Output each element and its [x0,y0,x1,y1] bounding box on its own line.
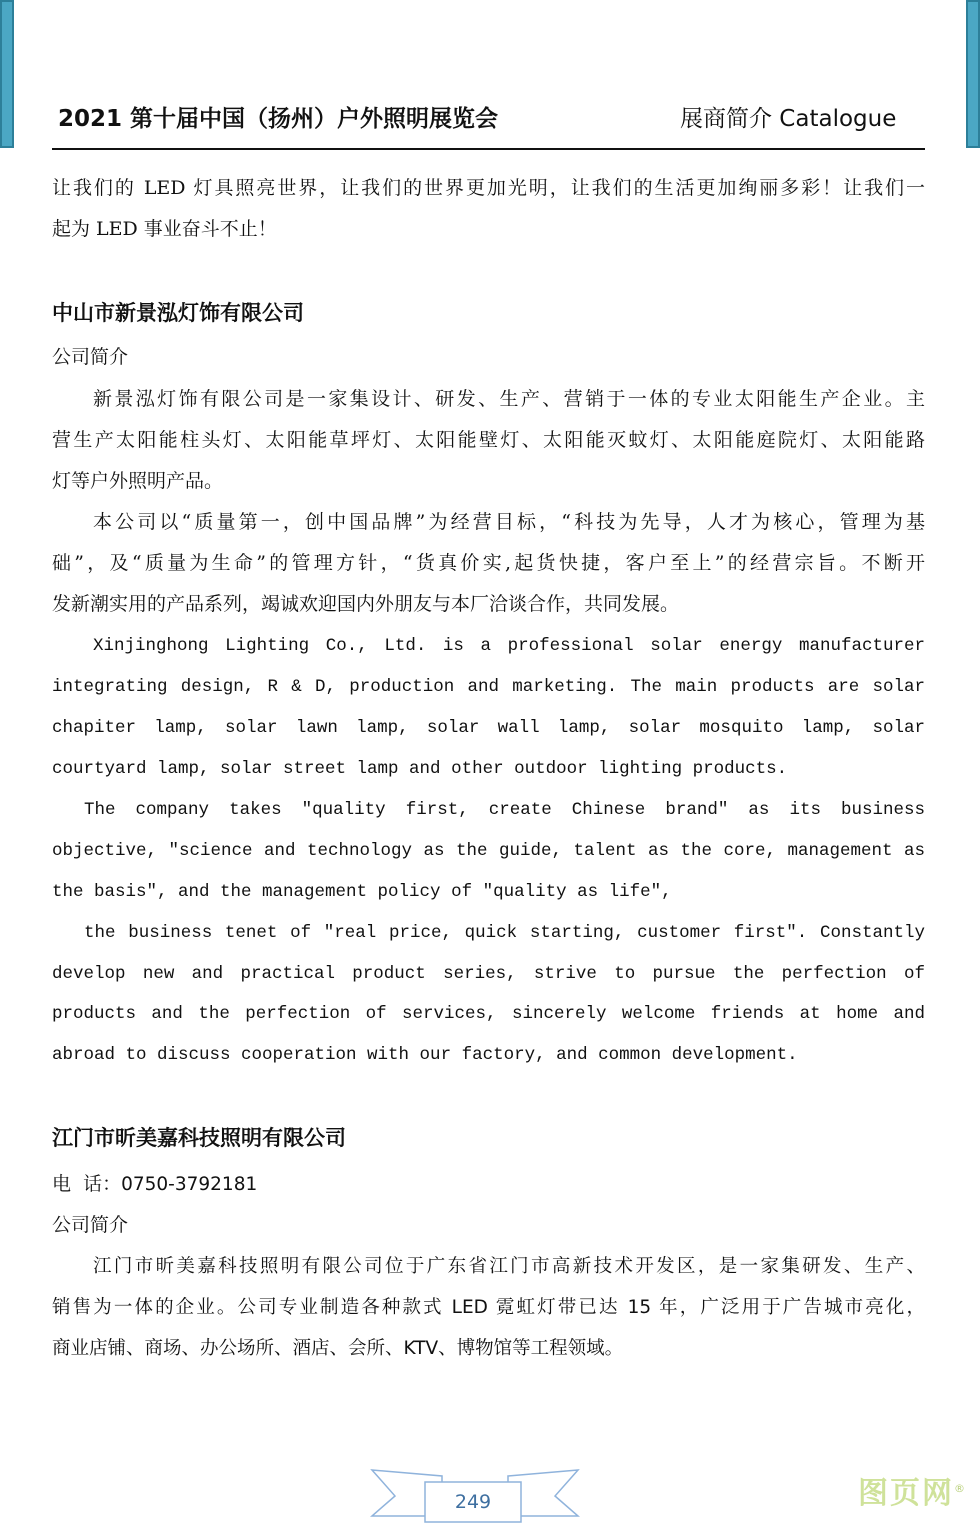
paragraph-line: 础”，及“质量为生命”的管理方针，“货真价实,起货快捷，客户至上”的经营宗旨。不断开 [52,552,925,574]
phone-row [52,1164,925,1205]
english-line: objective, "science and technology as the guide, talent as the core, management as [52,841,925,861]
intro-line: 让我们的 LED 灯具照亮世界，让我们的世界更加光明，让我们的生活更加绚丽多彩！让我们一 [52,177,925,199]
phone-number: 0750-3792181 [121,1174,258,1195]
english-line: abroad to discuss cooperation with our factory, and common development. [52,1045,798,1065]
right-edge-tab [966,0,980,148]
header-rule [52,148,925,150]
english-line: products and the perfection of services, sincerely welcome friends at home and [52,1004,925,1024]
header-title: 2021 第十届中国（扬州）户外照明展览会 [58,106,499,132]
company-name: 江门市昕美嘉科技照明有限公司 [52,1126,346,1150]
paragraph-line: 商业店铺、商场、办公场所、酒店、会所、KTV、博物馆等工程领域。 [52,1338,624,1359]
profile-label: 公司简介 [52,346,129,368]
paragraph-line: 灯等户外照明产品。 [52,470,224,492]
page-number: 249 [454,1491,492,1513]
left-edge-tab [0,0,14,148]
english-line: The company takes "quality first, create Chinese brand" as its business [84,800,925,820]
company-name: 中山市新景泓灯饰有限公司 [52,301,304,325]
paragraph-line: 江门市昕美嘉科技照明有限公司位于广东省江门市高新技术开发区，是一家集研发、生产、 [93,1256,925,1277]
paragraph-line: 新景泓灯饰有限公司是一家集设计、研发、生产、营销于一体的专业太阳能生产企业。主 [93,388,925,410]
paragraph-line: 营生产太阳能柱头灯、太阳能草坪灯、太阳能壁灯、太阳能灭蚊灯、太阳能庭院灯、太阳能路 [52,429,925,451]
paragraph-line: 发新潮实用的产品系列，竭诚欢迎国内外朋友与本厂洽谈合作，共同发展。 [52,593,680,615]
english-line: chapiter lamp, solar lawn lamp, solar wall lamp, solar mosquito lamp, solar [52,718,925,738]
english-line: courtyard lamp, solar street lamp and other outdoor lighting products. [52,759,788,779]
phone-label: 电 话： [52,1173,122,1195]
paragraph-line: 本公司以“质量第一，创中国品牌”为经营目标，“科技为先导，人才为核心，管理为基 [93,511,925,533]
intro-line: 起为 LED 事业奋斗不止！ [52,218,277,240]
english-line: Xinjinghong Lighting Co., Ltd. is a professional solar energy manufacturer [93,636,925,656]
paragraph-line: 销售为一体的企业。公司专业制造各种款式 LED 霓虹灯带已达 15 年，广泛用于广告城市亮化， [52,1297,925,1318]
english-line: develop new and practical product series, strive to pursue the perfection of [52,964,925,984]
profile-label: 公司简介 [52,1214,129,1236]
english-line: the basis", and the management policy of "quality as life", [52,882,672,902]
watermark-logo: 图页网® [858,1476,967,1511]
header-section: 展商简介 Catalogue [680,106,897,132]
english-line: the business tenet of "real price, quick starting, customer first". Constantly [84,923,925,943]
english-line: integrating design, R & D, production and marketing. The main products are solar [52,677,925,697]
